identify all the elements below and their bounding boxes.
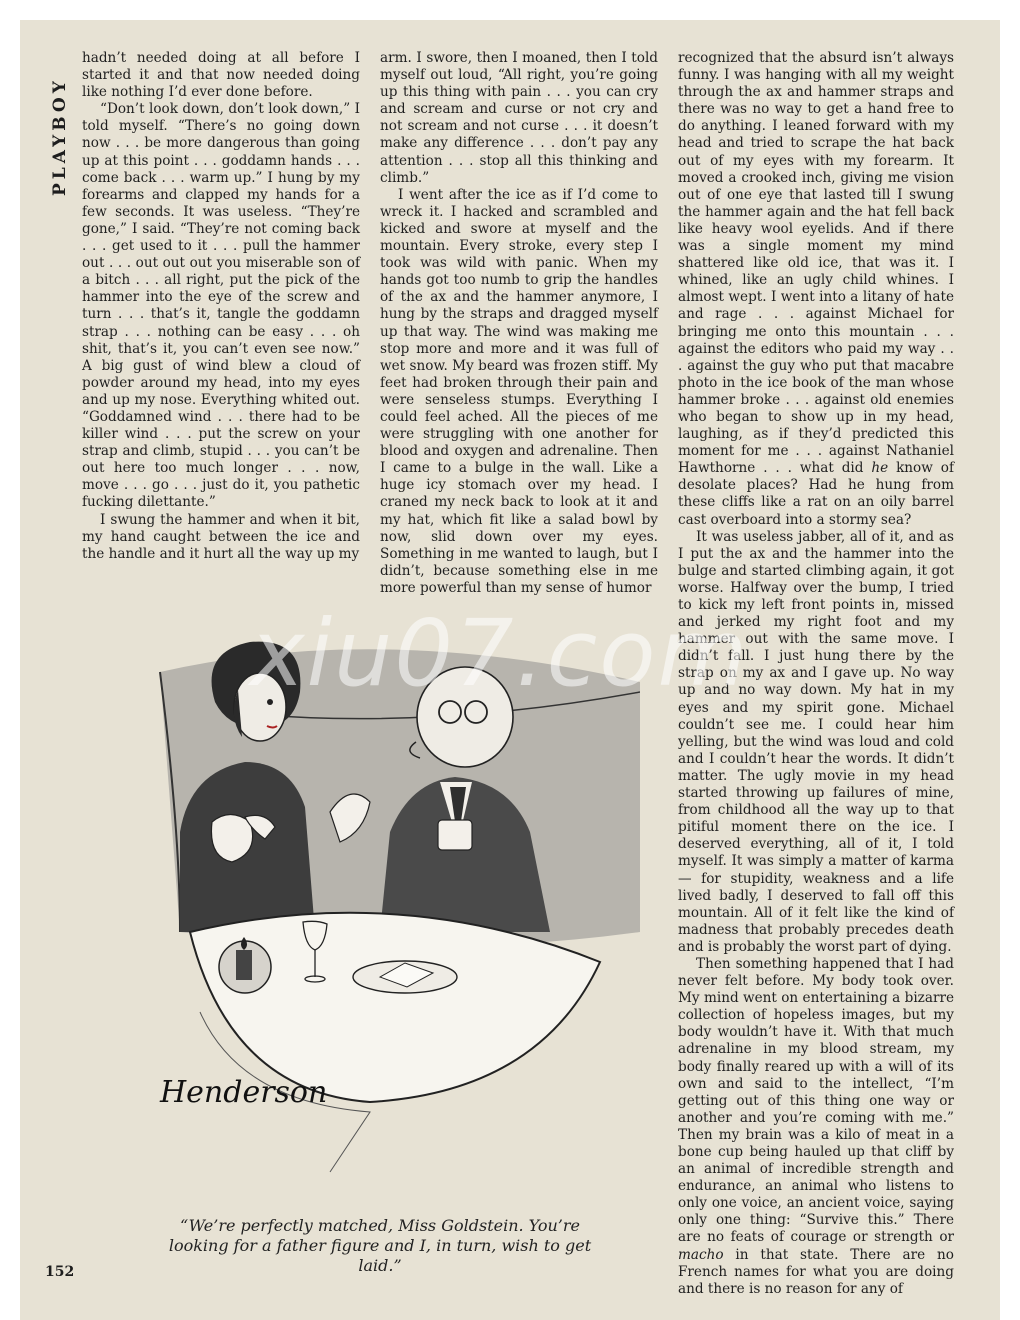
magazine-page bbox=[20, 20, 1000, 1320]
paragraph: I swung the hammer and when it bit, my hand caught between the ice and the handle and it hurt all the way up my bbox=[82, 511, 360, 562]
paragraph: recognized that the absurd isn’t always funny. I was hanging with all my weight through the ax and hammer straps and there was no way to get a hand free to do anything. I leaned forward with my head and tried to scrape the hat back out of my eyes with my forearm. It moved a crooked inch, giving me vision out of one eye that lasted till I swung the hammer again and the hat fell back like heavy wool eyelids. And if there was a single moment my mind shattered like old ice, that was it. I whined, like an ugly child whines. I almost wept. I went into a litany of hate and rage . . . against Michael for bringing me onto this mountain . . . against the editors who paid my way . . . against the guy who put that macabre photo in the ice book of the man whose hammer broke . . . against old enemies who began to show up in my head, laughing, as if they’d predicted this moment for me . . . against Nathaniel Hawthorne . . . what did he know of desolate places? Had he hung from these cliffs like a rat on an oily barrel cast overboard into a stormy sea? bbox=[678, 50, 954, 528]
paragraph: arm. I swore, then I moaned, then I told myself out loud, “All right, you’re going up this thing with pain . . . you can cry and scream and curse or not cry and not scream and not curse . . . it doesn’t make any difference . . . don’t pay any attention . . . stop all this thinking and climb.” bbox=[380, 50, 658, 186]
cartoon-illustration bbox=[120, 632, 640, 1192]
paragraph: “Don’t look down, don’t look down,” I told myself. “There’s no going down now . . . be more dangerous than going up at this point . . . goddamn hands . . . come back . . . warm up.” I hung by my forearms and clapped my hands for a few seconds. It was useless. “They’re gone,” I said. “They’re not coming back . . . get used to it . . . pull the hammer out . . . out out out you miserable son of a bitch . . . all right, put the pick of the hammer into the eye of the screw and turn . . . that’s it, tangle the goddamn strap . . . nothing can be easy . . . oh shit, that’s it, you can’t even see now.” A big gust of wind blew a cloud of powder around my head, into my eyes and up my nose. Everything whited out. “Goddamned wind . . . there had to be killer wind . . . put the screw on your strap and climb, stupid . . . you can’t be out here too much longer . . . now, move . . . go . . . just do it, you pathetic fucking dilettante.” bbox=[82, 101, 360, 511]
page-number: 152 bbox=[45, 1264, 75, 1280]
paragraph: hadn’t needed doing at all before I started it and that now needed doing like nothing I’d ever done before. bbox=[82, 50, 360, 101]
text-column-3 bbox=[678, 50, 954, 1300]
text-column-2 bbox=[380, 50, 658, 596]
masthead-label: PLAYBOY bbox=[50, 77, 70, 197]
paragraph: I went after the ice as if I’d come to wreck it. I hacked and scrambled and kicked and swore at myself and the mountain. Every stroke, every step I took was wild with panic. When my hands got too numb to grip the handles of the ax and the hammer anymore, I hung by the straps and dragged myself up that way. The wind was making me stop more and more and it was full of wet snow. My beard was frozen stiff. My feet had broken through their pain and were senseless stumps. Everything I could feel ached. All the pieces of me were struggling with one another for blood and oxygen and adrenaline. Then I came to a bulge in the wall. Like a huge icy stomach over my head. I craned my neck back to look at it and my hat, which fit like a salad bowl by now, slid down over my eyes. Something in me wanted to laugh, but I didn’t, because something else in me more powerful than my sense of humor bbox=[380, 186, 658, 596]
paragraph: It was useless jabber, all of it, and as I put the ax and the hammer into the bulge and started climbing again, it got worse. Halfway over the bump, I tried to kick my left front points in, missed and jerked my right foot and my hammer out with the same move. I didn’t fall. I just hung there by the strap on my ax and I gave up. No way up and no way down. My hat in my eyes and my spirit gone. Michael couldn’t see me. I could hear him yelling, but the wind was loud and cold and I couldn’t hear the words. It didn’t matter. The ugly movie in my head started throwing up failures of mine, from childhood all the way up to that pitiful moment there on the ice. I deserved everything, all of it, I told myself. It was simply a matter of karma— for stupidity, weakness and a life lived badly, I deserved to fall off this mountain. All of it felt like the kind of madness that probably precedes death and is probably the worst part of dying. bbox=[678, 528, 954, 955]
cartoon-signature: Henderson bbox=[160, 1075, 328, 1110]
watermark: xiu07.com bbox=[250, 600, 750, 707]
paragraph: Then something happened that I had never felt before. My body took over. My mind went on entertaining a bizarre collection of hopeless images, but my body wouldn’t have it. With that much adrenaline in my blood stream, my body finally reared up with a will of its own and said to the intellect, “I’m getting out of this thing one way or another and you’re coming with me.” Then my brain was a kilo of meat in a bone cup being hauled up that cliff by an animal of incredible strength and endurance, an animal who listens to only one voice, an ancient voice, saying only one thing: “Survive this.” There are no feats of courage or strength or macho in that state. There are no French names for what you are doing and there is no reason for any of bbox=[678, 955, 954, 1297]
text-column-1 bbox=[82, 50, 360, 580]
cartoon-caption: “We’re perfectly matched, Miss Goldstein. You’re looking for a father figure and I, in turn, wish to get laid.” bbox=[168, 1216, 592, 1275]
